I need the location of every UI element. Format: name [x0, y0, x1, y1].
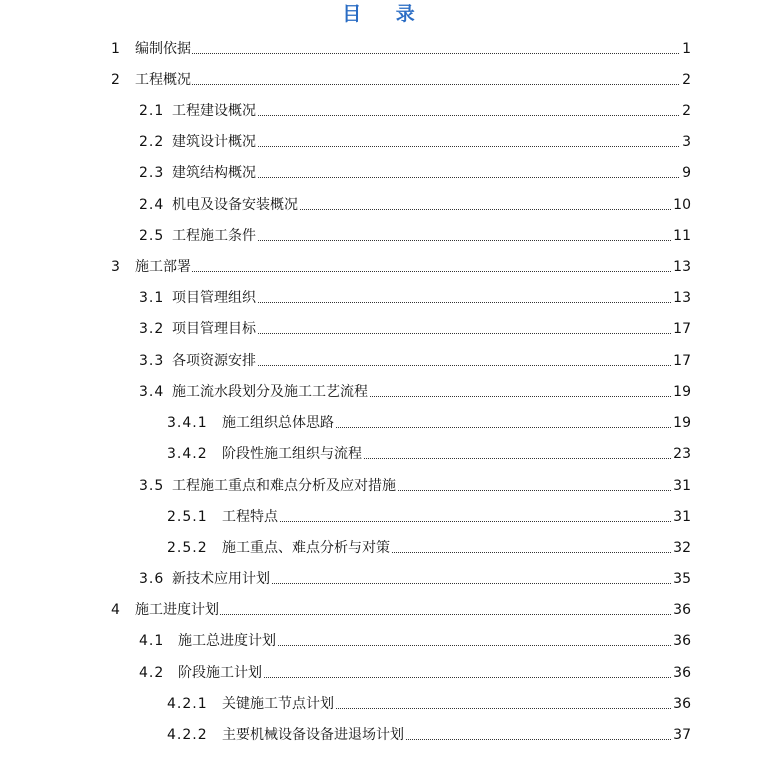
- toc-entry-page: 36: [671, 630, 691, 652]
- toc-entry-page: 31: [671, 475, 691, 497]
- toc-entry-label: 阶段性施工组织与流程: [222, 443, 363, 465]
- toc-entry-label: 施工重点、难点分析与对策: [222, 537, 391, 559]
- toc-entry[interactable]: [0, 568, 781, 590]
- toc-entry-number: 3.1: [139, 290, 165, 306]
- toc-entry-page: 35: [671, 568, 691, 590]
- toc-entry-label: 工程特点: [222, 506, 279, 528]
- toc-entry-page: 3: [680, 131, 691, 153]
- toc-entry[interactable]: [0, 131, 781, 153]
- toc-entry-page: 23: [671, 443, 691, 465]
- toc-entry-label: 主要机械设备设备进退场计划: [222, 724, 405, 746]
- toc-entry-page: 36: [671, 599, 691, 621]
- toc-dot-leader: [135, 53, 689, 54]
- toc-entry-number: 2.5: [139, 228, 165, 244]
- toc-entry-label: 施工组织总体思路: [222, 412, 335, 434]
- toc-entry[interactable]: [0, 724, 781, 746]
- toc-entry-page: 2: [680, 69, 691, 91]
- toc-entry-page: 19: [671, 381, 691, 403]
- toc-entry-label: 工程概况: [135, 69, 192, 91]
- toc-entry-page: 1: [680, 38, 691, 60]
- toc-entry[interactable]: [0, 693, 781, 715]
- toc-entry[interactable]: [0, 256, 781, 278]
- toc-entry-page: 32: [671, 537, 691, 559]
- toc-entry-label: 工程施工条件: [172, 225, 257, 247]
- toc-entry-page: 36: [671, 662, 691, 684]
- toc-entry[interactable]: [0, 100, 781, 122]
- toc-entry[interactable]: [0, 381, 781, 403]
- toc-entry-number: 4.1: [139, 633, 165, 649]
- toc-entry-number: 3.4: [139, 384, 165, 400]
- toc-entry-number: 3.4.1: [167, 415, 208, 431]
- toc-dot-leader: [135, 84, 689, 85]
- toc-entry-label: 施工总进度计划: [178, 630, 277, 652]
- toc-dot-leader: [222, 521, 689, 522]
- toc-entry-page: 9: [680, 162, 691, 184]
- toc-entry-label: 新技术应用计划: [172, 568, 271, 590]
- toc-entry[interactable]: [0, 194, 781, 216]
- toc-entry-page: 11: [671, 225, 691, 247]
- toc-entry[interactable]: [0, 412, 781, 434]
- toc-entry-label: 工程施工重点和难点分析及应对措施: [172, 475, 397, 497]
- toc-entry-label: 建筑设计概况: [172, 131, 257, 153]
- toc-entry-page: 13: [671, 287, 691, 309]
- toc-entry-page: 19: [671, 412, 691, 434]
- toc-entry-number: 3.5: [139, 478, 165, 494]
- toc-entry-number: 2: [111, 72, 121, 88]
- toc-entry-number: 2.5.1: [167, 509, 208, 525]
- toc-entry-page: 31: [671, 506, 691, 528]
- toc-entry-page: 2: [680, 100, 691, 122]
- toc-entry[interactable]: [0, 506, 781, 528]
- toc-entry-page: 36: [671, 693, 691, 715]
- toc-entry-label: 各项资源安排: [172, 350, 257, 372]
- toc-entry[interactable]: [0, 287, 781, 309]
- toc-entry-number: 3.3: [139, 353, 165, 369]
- toc-entry-page: 37: [671, 724, 691, 746]
- toc-title: 目 录: [342, 3, 429, 25]
- toc-entry[interactable]: [0, 350, 781, 372]
- toc-entry-number: 4: [111, 602, 121, 618]
- toc-entry-label: 阶段施工计划: [178, 662, 263, 684]
- toc-entry-label: 项目管理组织: [172, 287, 257, 309]
- toc-entry-number: 4.2: [139, 665, 165, 681]
- toc-entry-page: 17: [671, 350, 691, 372]
- toc-entry-label: 编制依据: [135, 38, 192, 60]
- toc-entry-number: 3.6: [139, 571, 165, 587]
- toc-entry-number: 2.4: [139, 197, 165, 213]
- toc-entry-page: 13: [671, 256, 691, 278]
- toc-entry[interactable]: [0, 630, 781, 652]
- toc-entry-number: 2.1: [139, 103, 165, 119]
- toc-entry-number: 3.4.2: [167, 446, 208, 462]
- toc-entry-number: 4.2.2: [167, 727, 208, 743]
- toc-entry[interactable]: [0, 537, 781, 559]
- toc-entry-page: 10: [671, 194, 691, 216]
- toc-entry[interactable]: [0, 443, 781, 465]
- toc-entry-label: 施工流水段划分及施工工艺流程: [172, 381, 369, 403]
- toc-entry[interactable]: [0, 599, 781, 621]
- toc-dot-leader: [135, 271, 689, 272]
- toc-entry-number: 3: [111, 259, 121, 275]
- toc-entry-label: 机电及设备安装概况: [172, 194, 299, 216]
- toc-entry[interactable]: [0, 662, 781, 684]
- toc-entry-number: 2.2: [139, 134, 165, 150]
- toc-entry-label: 工程建设概况: [172, 100, 257, 122]
- toc-entry-label: 项目管理目标: [172, 318, 257, 340]
- toc-entry[interactable]: [0, 162, 781, 184]
- toc-entry-number: 2.5.2: [167, 540, 208, 556]
- toc-entry-page: 17: [671, 318, 691, 340]
- toc-entry-label: 施工部署: [135, 256, 192, 278]
- toc-entry-label: 建筑结构概况: [172, 162, 257, 184]
- toc-entry[interactable]: [0, 475, 781, 497]
- toc-entry[interactable]: [0, 318, 781, 340]
- toc-entry-number: 2.3: [139, 165, 165, 181]
- toc-entry[interactable]: [0, 225, 781, 247]
- toc-entry-number: 1: [111, 41, 121, 57]
- toc-entry-number: 4.2.1: [167, 696, 208, 712]
- toc-entry-number: 3.2: [139, 321, 165, 337]
- toc-entry[interactable]: [0, 38, 781, 60]
- toc-entry-label: 关键施工节点计划: [222, 693, 335, 715]
- toc-entry-label: 施工进度计划: [135, 599, 220, 621]
- toc-entry[interactable]: [0, 69, 781, 91]
